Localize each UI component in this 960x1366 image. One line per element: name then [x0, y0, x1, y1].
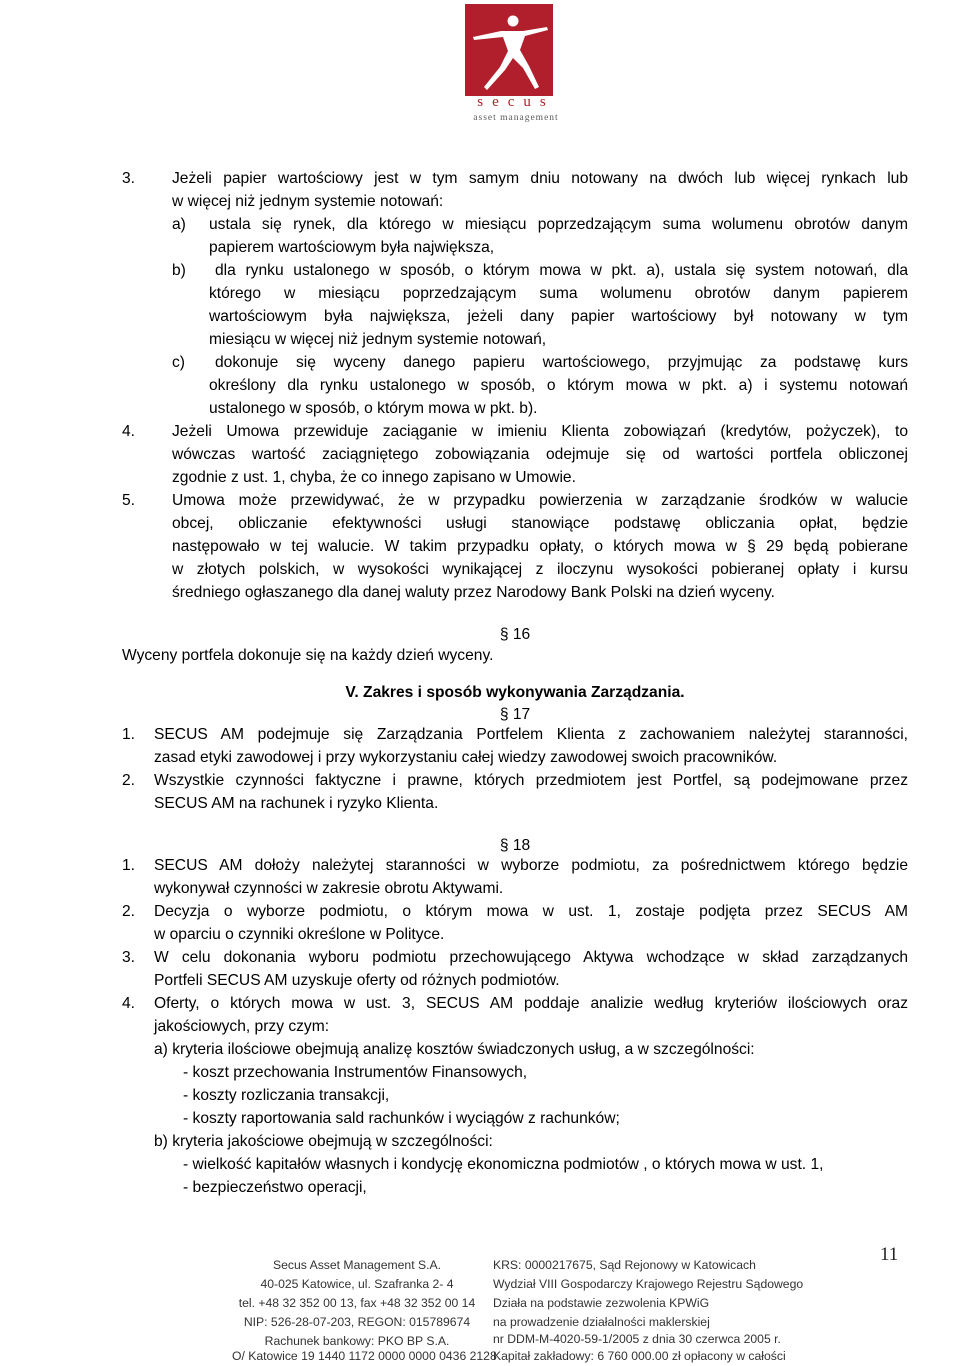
text-line: SECUS AM dołoży należytej staranności w wyborze podmiotu, za pośrednictwem którego będzie — [154, 857, 908, 874]
company-logo — [459, 4, 573, 126]
text-line: W celu dokonania wyboru podmiotu przechowującego Aktywa wchodzące w skład zarządzanych — [154, 949, 908, 966]
footer-registry-line: na prowadzenie działalności maklerskiej — [493, 1315, 710, 1329]
text-line: określony dla rynku ustalonego w sposób, o którym mowa w pkt. a) i systemu notowań — [209, 377, 908, 394]
text-line: Portfeli SECUS AM uzyskuje oferty od różnych podmiotów. — [154, 972, 560, 989]
text-line: wówczas wartość zaciągniętego zobowiązania odejmuje się od wartości portfela obliczonej — [172, 446, 908, 463]
section-heading: § 18 — [499, 837, 531, 854]
footer-company-line: NIP: 526-28-07-203, REGON: 015789674 — [243, 1315, 471, 1329]
footer-company-line: O/ Katowice 19 1440 1172 0000 0000 0436 2128 — [232, 1349, 497, 1363]
footer-registry-line: Wydział VIII Gospodarczy Krajowego Rejestru Sądowego — [493, 1277, 804, 1291]
list-item: - wielkość kapitałów własnych i kondycję ekonomiczna podmiotów , o których mowa w ust. 1, — [183, 1156, 824, 1173]
text-line: Decyzja o wyborze podmiotu, o którym mowa w ust. 1, zostaje podjęta przez SECUS AM — [154, 903, 908, 920]
list-number: 1. — [122, 726, 136, 743]
text-line: w złotych polskich, w wysokości wynikającej z iloczynu wysokości pobieranej opłaty i kursu — [172, 561, 908, 578]
text-line: zasad etyki zawodowej i przy wykorzystaniu całej wiedzy zawodowej swoich pracowników. — [154, 749, 778, 766]
footer-company-line: 40-025 Katowice, ul. Szafranka 2- 4 — [260, 1277, 454, 1291]
text-line: zgodnie z ust. 1, chyba, że co innego zapisano w Umowie. — [172, 469, 576, 486]
text-line: średniego ogłaszanego dla danej waluty przez Narodowy Bank Polski na dzień wyceny. — [172, 584, 776, 601]
list-item: - bezpieczeństwo operacji, — [183, 1179, 367, 1196]
text-line: dla rynku ustalonego w sposób, o którym mowa w pkt. a), ustala się system notowań, dla — [215, 262, 908, 279]
footer-company-line: tel. +48 32 352 00 13, fax +48 32 352 00 14 — [238, 1296, 476, 1310]
criteria-heading: b) kryteria jakościowe obejmują w szczególności: — [154, 1133, 493, 1150]
list-number: 1. — [122, 857, 136, 874]
footer-company-line: Secus Asset Management S.A. — [272, 1258, 441, 1272]
section-heading: § 16 — [499, 626, 531, 643]
text-line: Umowa może przewidywać, że w przypadku powierzenia w zarządzanie środków w walucie — [172, 492, 908, 509]
criteria-heading: a) kryteria ilościowe obejmują analizę kosztów świadczonych usług, a w szczególności: — [154, 1041, 755, 1058]
sublist-marker: b) — [172, 262, 186, 279]
text-line: w oparciu o czynniki określone w Polityce. — [154, 926, 445, 943]
list-number: 3. — [122, 949, 136, 966]
chapter-title: V. Zakres i sposób wykonywania Zarządzania. — [345, 684, 685, 701]
footer-registry-line: nr DDM-M-4020-59-1/2005 z dnia 30 czerwca 2005 r. — [493, 1332, 781, 1346]
list-item: - koszty raportowania sald rachunków i wyciągów z rachunków; — [183, 1110, 620, 1127]
text-line: miesiącu w więcej niż jednym systemie notowań, — [209, 331, 547, 348]
text-line: Jeżeli Umowa przewiduje zaciąganie w imieniu Klienta zobowiązań (kredytów, pożyczek), to — [172, 423, 908, 440]
text-line: Wszystkie czynności faktyczne i prawne, których przedmiotem jest Portfel, są podejmowane przez — [154, 772, 908, 789]
text-line: Oferty, o których mowa w ust. 3, SECUS AM poddaje analizie według kryteriów ilościowych oraz — [154, 995, 908, 1012]
text-line: SECUS AM podejmuje się Zarządzania Portfelem Klienta z zachowaniem należytej staranności, — [154, 726, 908, 743]
text-line: papierem wartościowym była największa, — [209, 239, 495, 256]
text-line: wartościowym była największa, jeżeli dany papier wartościowy był notowany w tym — [209, 308, 908, 325]
list-number: 5. — [122, 492, 136, 509]
text-line: obcej, obliczanie efektywności usługi stanowiące podstawę obliczania opłat, będzie — [172, 515, 908, 532]
text-line: dokonuje się wyceny danego papieru wartościowego, przyjmując za podstawę kurs — [215, 354, 908, 371]
footer-registry-line: Kapitał zakładowy: 6 760 000.00 zł opłacony w całości — [493, 1349, 786, 1363]
text-line: ustalonego w sposób, o którym mowa w pkt. b). — [209, 400, 538, 417]
page-number: 11 — [880, 1244, 899, 1265]
text-line: SECUS AM na rachunek i ryzyko Klienta. — [154, 795, 439, 812]
list-number: 2. — [122, 772, 136, 789]
logo-brand-text: secus — [477, 94, 555, 110]
list-number: 4. — [122, 423, 136, 440]
list-item: - koszt przechowania Instrumentów Finansowych, — [183, 1064, 528, 1081]
list-item: - koszty rozliczania transakcji, — [183, 1087, 390, 1104]
footer-registry-line: KRS: 0000217675, Sąd Rejonowy w Katowicach — [493, 1258, 756, 1272]
text-line: którego w miesiącu poprzedzającym suma wolumenu obrotów danym papierem — [209, 285, 908, 302]
text-line: ustala się rynek, dla którego w miesiącu poprzedzającym suma wolumenu obrotów danym — [209, 216, 908, 233]
footer-company-line: Rachunek bankowy: PKO BP S.A. — [264, 1334, 450, 1348]
section-heading: § 17 — [499, 706, 531, 723]
list-number: 3. — [122, 170, 136, 187]
sublist-marker: a) — [172, 216, 186, 233]
text-line: wykonywał czynności w zakresie obrotu Aktywami. — [154, 880, 504, 897]
sublist-marker: c) — [172, 354, 185, 371]
runner-emblem-icon — [465, 4, 553, 96]
text-line: w więcej niż jednym systemie notowań: — [172, 193, 444, 210]
list-number: 4. — [122, 995, 136, 1012]
logo-tagline: asset management — [473, 113, 559, 123]
text-line: następowało w tej walucie. W takim przypadku opłaty, o których mowa w § 29 będą pobierane — [172, 538, 908, 555]
footer-registry-line: Działa na podstawie zezwolenia KPWiG — [493, 1296, 710, 1310]
text-line: Wyceny portfela dokonuje się na każdy dzień wyceny. — [122, 647, 494, 664]
list-number: 2. — [122, 903, 136, 920]
text-line: jakościowych, przy czym: — [154, 1018, 330, 1035]
text-line: Jeżeli papier wartościowy jest w tym samym dniu notowany na dwóch lub więcej rynkach lub — [172, 170, 908, 187]
